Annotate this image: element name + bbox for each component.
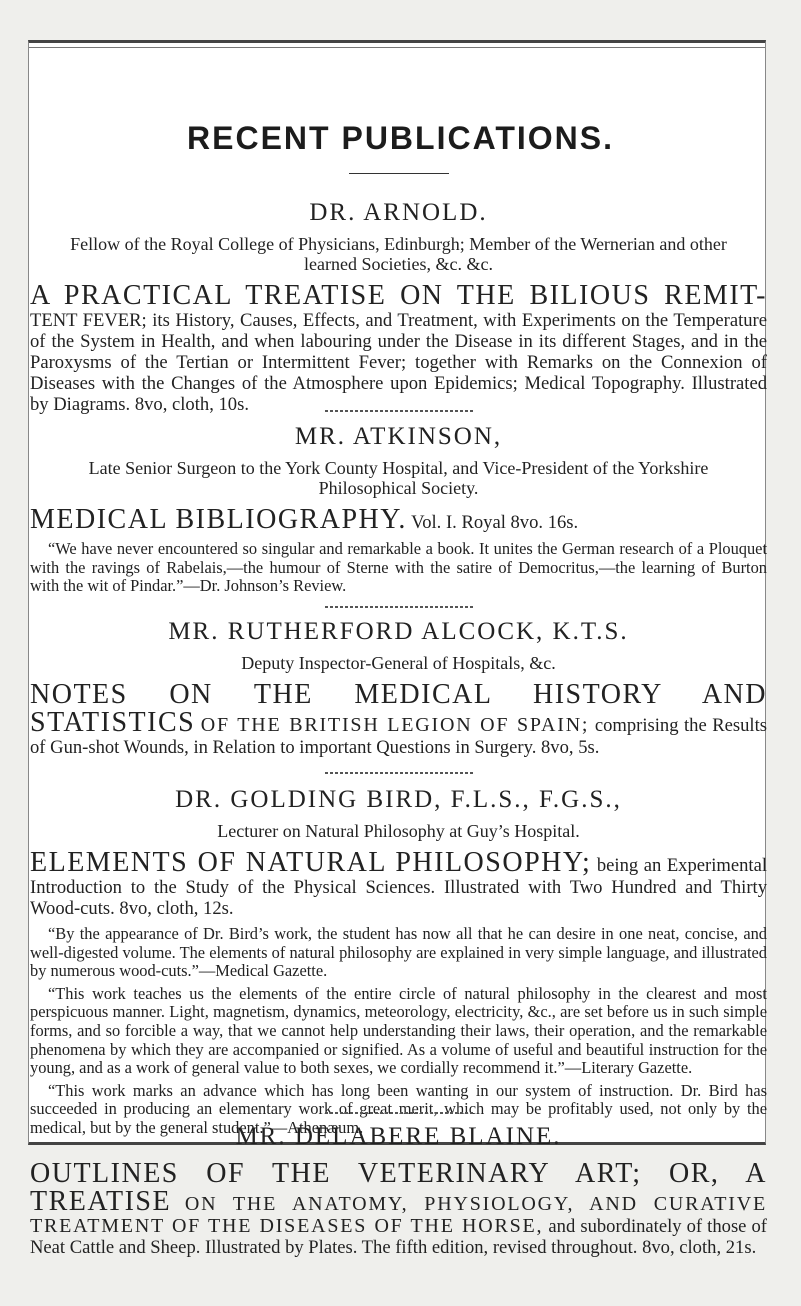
- book-description: [30, 282, 767, 415]
- book-details: comprising the Results of Gun-shot Wounds, in Relation to important Questions in Surgery. 8vo, 5s.: [30, 715, 768, 758]
- book-details: being an Experimental Introduction to the Study of the Physical Sciences. Illustrated with Two Hundred and Thirty Wood-cuts. 8vo, cloth, 12s.: [30, 855, 767, 919]
- book-description: [30, 681, 767, 758]
- book-title: ELEMENTS OF NATURAL PHILOSOPHY;: [30, 847, 592, 878]
- review-quote: “This work marks an advance which has long been wanting in our system of instruction. Dr. Bird has succeeded in producing an elementary work of great merit, which may be profitably used, not only by the medical, but by the general student.”—Athenæum.: [30, 1080, 767, 1137]
- author-affiliation: Late Senior Surgeon to the York County Hospital, and Vice-President of the Yorkshire Philosophical Society.: [88, 458, 709, 498]
- author-name: DR. GOLDING BIRD, F.L.S., F.G.S.,: [175, 786, 622, 813]
- page-title: RECENT PUBLICATIONS.: [187, 120, 614, 156]
- author-affiliation: Fellow of the Royal College of Physicians, Edinburgh; Member of the Wernerian and other learned Societies, &c. &c.: [70, 234, 727, 274]
- review-quote: “We have never encountered so singular and remarkable a book. It unites the German research of a Plouquet with the ravings of Rabelais,—the humour of Sterne with the satire of Democritus,—the learning of Burton with the wit of Pindar.”—Dr. Johnson’s Review.: [30, 539, 767, 596]
- book-description: [30, 849, 767, 919]
- book-details: Vol. I. Royal 8vo. 16s.: [411, 512, 579, 533]
- entry-atkinson: [30, 422, 767, 596]
- book-title: MEDICAL BIBLIOGRAPHY.: [30, 504, 407, 535]
- author-name: MR. DELABERE BLAINE.: [235, 1123, 562, 1150]
- book-title: NOTES ON THE MEDICAL HISTORY AND STATISTICS: [30, 679, 767, 738]
- ornamental-divider: [325, 771, 475, 775]
- review-quote: “This work teaches us the elements of the entire circle of natural philosophy in the clearest and most perspicuous manner. Light, magnetism, dynamics, meteorology, electricity, &c., are set before us in such simple forms, and so forcible a way, that we cannot help understanding their laws, their operation, and the remarkable phenomena by which they are accompanied or signified. As a volume of useful and beautiful instruction for the young, and as a work of general value to both sexes, we cordially recommend it.”—Literary Gazette.: [30, 983, 767, 1078]
- ornamental-divider: [325, 409, 475, 413]
- author-name: DR. ARNOLD.: [309, 199, 488, 226]
- book-subtitle: OF THE BRITISH LEGION OF SPAIN;: [200, 714, 590, 736]
- entry-bird: [30, 785, 767, 1138]
- author-name: MR. ATKINSON,: [294, 423, 503, 450]
- title-rule: [349, 173, 449, 174]
- book-title: A PRACTICAL TREATISE ON THE BILIOUS REMIT-: [30, 280, 767, 311]
- book-description: [30, 1160, 767, 1258]
- book-description: [30, 506, 767, 534]
- author-affiliation: Lecturer on Natural Philosophy at Guy’s Hospital.: [217, 821, 580, 841]
- entry-blaine: [30, 1122, 767, 1258]
- book-title: OUTLINES OF THE VETERINARY ART; OR, A TREATISE: [30, 1158, 767, 1217]
- ornamental-divider: [325, 1111, 475, 1115]
- book-details: TENT FEVER; its History, Causes, Effects, and Treatment, with Experiments on the Temperature of the System in Health, and when labouring under the Disease in its different Stages, and in the Paroxysms of the Tertian or Intermittent Fever; together with Remarks on the Connexion of Diseases with the Changes of the Atmosphere upon Epidemics; Medical Topography. Illustrated by Diagrams. 8vo, cloth, 10s.: [30, 310, 767, 415]
- entry-arnold: [30, 198, 767, 415]
- author-affiliation: Deputy Inspector-General of Hospitals, &c.: [241, 653, 556, 673]
- review-quote: “By the appearance of Dr. Bird’s work, the student has now all that he can desire in one neat, concise, and well-digested volume. The elements of natural philosophy are explained in very simple language, and illustrated by numerous wood-cuts.”—Medical Gazette.: [30, 924, 767, 981]
- book-subtitle: ON THE ANATOMY, PHYSIOLOGY, AND CURATIVE TREATMENT OF THE DISEASES OF THE HORSE,: [30, 1193, 767, 1237]
- author-name: MR. RUTHERFORD ALCOCK, K.T.S.: [168, 618, 629, 645]
- ornamental-divider: [325, 605, 475, 609]
- entry-alcock: [30, 617, 767, 758]
- book-details: and subordinately of those of Neat Cattle and Sheep. Illustrated by Plates. The fifth edition, revised throughout. 8vo, cloth, 21s.: [30, 1216, 767, 1258]
